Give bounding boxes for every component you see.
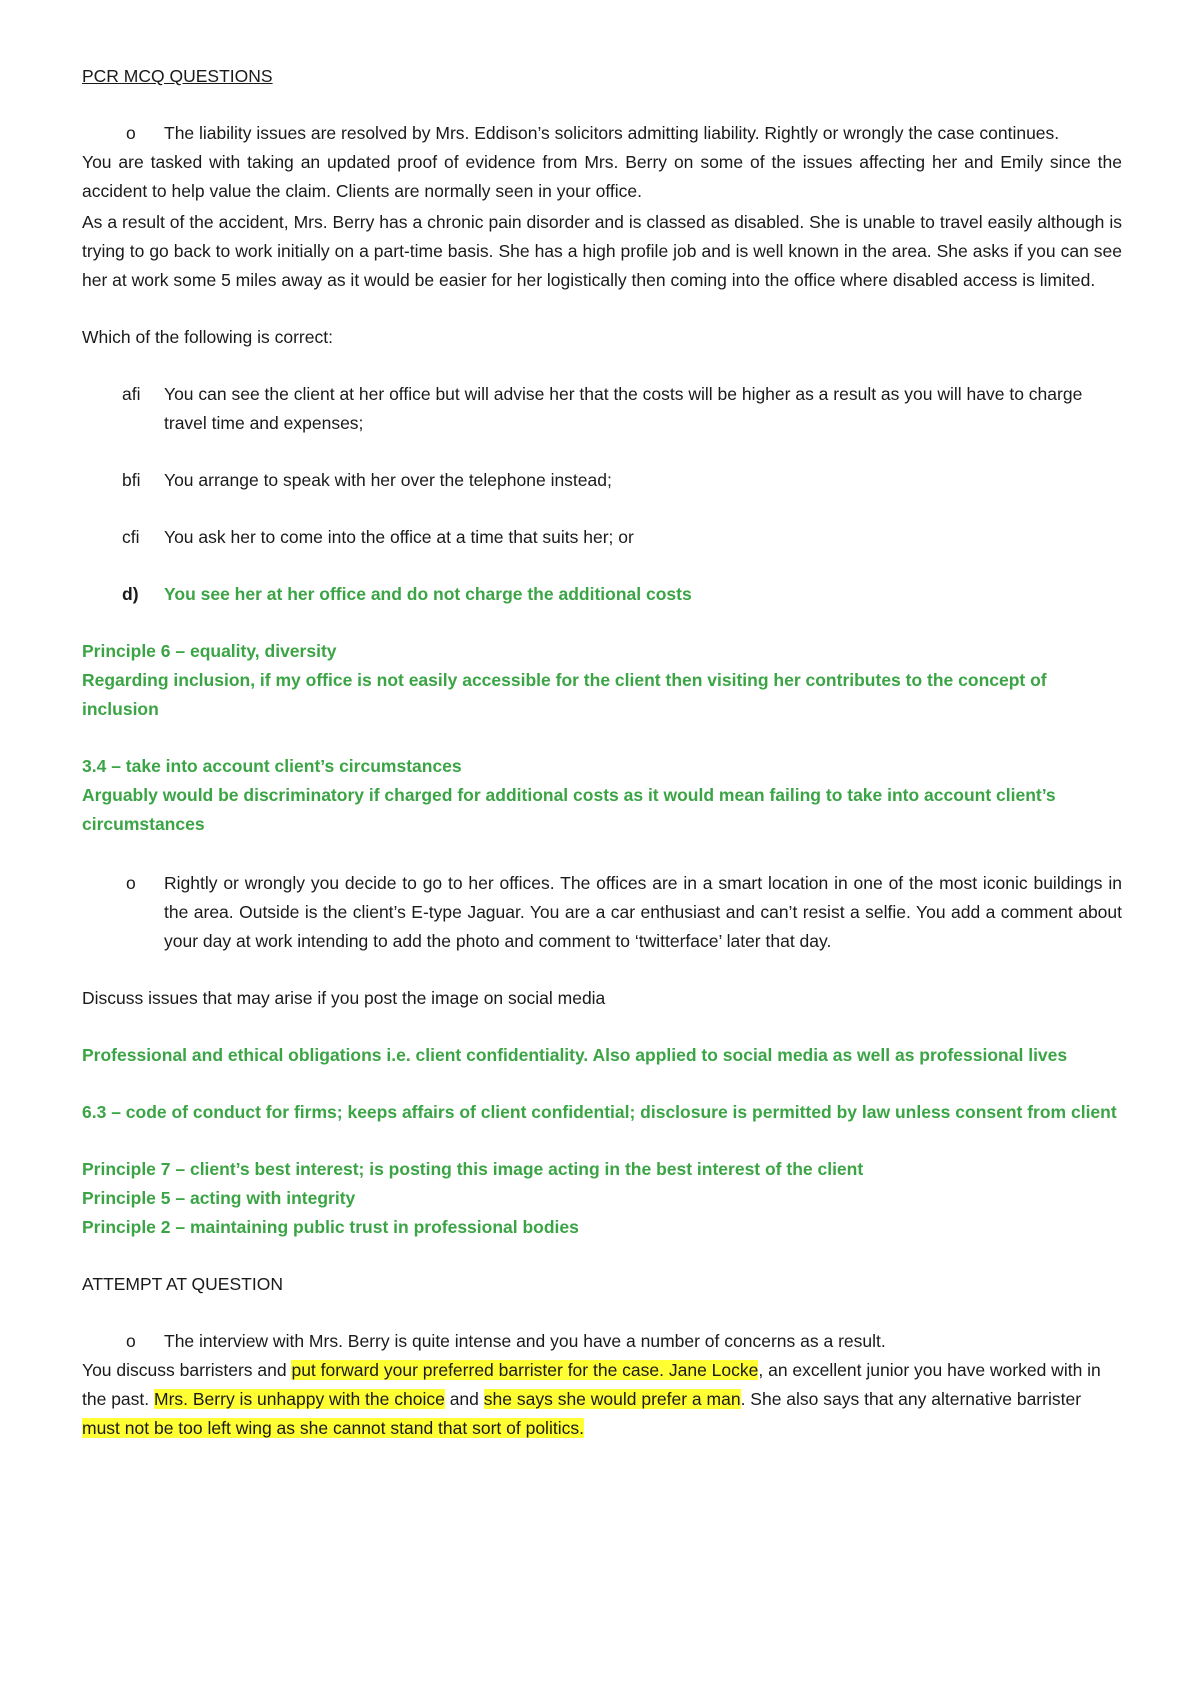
answer-principle-5: Principle 5 – acting with integrity: [82, 1188, 356, 1208]
attempt-heading: ATTEMPT AT QUESTION: [82, 1274, 283, 1294]
answer-principle-2: Principle 2 – maintaining public trust in professional bodies: [82, 1217, 579, 1237]
bullet-marker: o: [126, 873, 136, 893]
highlighted-text: Mrs. Berry is unhappy with the choice: [154, 1389, 445, 1409]
option-text: You arrange to speak with her over the telephone instead;: [164, 470, 612, 490]
text-run: and: [444, 1389, 484, 1409]
option-text: You ask her to come into the office at a time that suits her; or: [164, 527, 634, 547]
bullet-marker: o: [126, 123, 136, 143]
answer-note-discriminatory: Arguably would be discriminatory if charged for additional costs as it would mean failing to take into account client’s circumstances: [82, 785, 1056, 834]
document-page: [82, 62, 1122, 1443]
bullet-marker: o: [126, 1331, 136, 1351]
option-label: cﬁ: [122, 527, 140, 547]
answer-principle-7: Principle 7 – client’s best interest; is posting this image acting in the best interest of the client: [82, 1159, 864, 1179]
text-run: . She also says that any alternative barrister: [740, 1389, 1082, 1409]
answer-code-of-conduct: 6.3 – code of conduct for firms; keeps affairs of client confidential; disclosure is permitted by law unless consent from client: [82, 1102, 1117, 1122]
option-text: You see her at her office and do not charge the additional costs: [164, 584, 692, 604]
bullet-text: Rightly or wrongly you decide to go to her offices. The offices are in a smart location in one of the most iconic buildings in the area. Outside is the client’s E-type Jaguar. You are a car enthusiast and can’t resist a selfie. You add a comment about your day at work intending to add the photo and comment to ‘twitterface’ later that day.: [164, 873, 1122, 951]
bullet-interview: [82, 1327, 1122, 1356]
highlighted-text: she says she would prefer a man: [483, 1389, 741, 1409]
option-a: [82, 380, 1122, 438]
option-d-correct: [82, 580, 1122, 609]
paragraph-barristers: [82, 1356, 1122, 1443]
paragraph-task: You are tasked with taking an updated proof of evidence from Mrs. Berry on some of the issues affecting her and Emily since the accident to help value the claim. Clients are normally seen in your office.: [82, 152, 1122, 201]
answer-note-3-4: 3.4 – take into account client’s circumstances: [82, 756, 462, 776]
bullet-text: The liability issues are resolved by Mrs. Eddison’s solicitors admitting liability. Rightly or wrongly the case continues.: [164, 123, 1060, 143]
option-label: aﬁ: [122, 384, 141, 404]
option-b: [82, 466, 1122, 495]
bullet-selfie: [82, 869, 1122, 956]
answer-note-principle-6: Principle 6 – equality, diversity: [82, 641, 337, 661]
highlighted-text: put forward your preferred barrister for the case. Jane Locke: [291, 1360, 759, 1380]
question-two: Discuss issues that may arise if you post the image on social media: [82, 988, 606, 1008]
text-run: , an excellent junior you have worked with in the past.: [82, 1360, 1101, 1409]
answer-note-inclusion: Regarding inclusion, if my office is not easily accessible for the client then visiting her contributes to the concept of inclusion: [82, 670, 1047, 719]
bullet-text: The interview with Mrs. Berry is quite intense and you have a number of concerns as a result.: [164, 1331, 886, 1351]
question-one: Which of the following is correct:: [82, 327, 333, 347]
bullet-liability: [82, 119, 1122, 148]
answer-confidentiality: Professional and ethical obligations i.e. client confidentiality. Also applied to social media as well as professional lives: [82, 1045, 1068, 1065]
option-label: d): [122, 584, 139, 604]
highlighted-text: must not be too left wing as she cannot stand that sort of politics.: [82, 1418, 584, 1438]
option-text: You can see the client at her office but will advise her that the costs will be higher as a result as you will have to charge travel time and expenses;: [164, 384, 1083, 433]
page-heading: PCR MCQ QUESTIONS: [82, 66, 273, 86]
paragraph-background: As a result of the accident, Mrs. Berry has a chronic pain disorder and is classed as disabled. She is unable to travel easily although is trying to go back to work initially on a part-time basis. She has a high profile job and is well known in the area. She asks if you can see her at work some 5 miles away as it would be easier for her logistically then coming into the office where disabled access is limited.: [82, 212, 1122, 290]
option-c: [82, 523, 1122, 552]
text-run: You discuss barristers and: [82, 1360, 292, 1380]
option-label: bﬁ: [122, 470, 141, 490]
